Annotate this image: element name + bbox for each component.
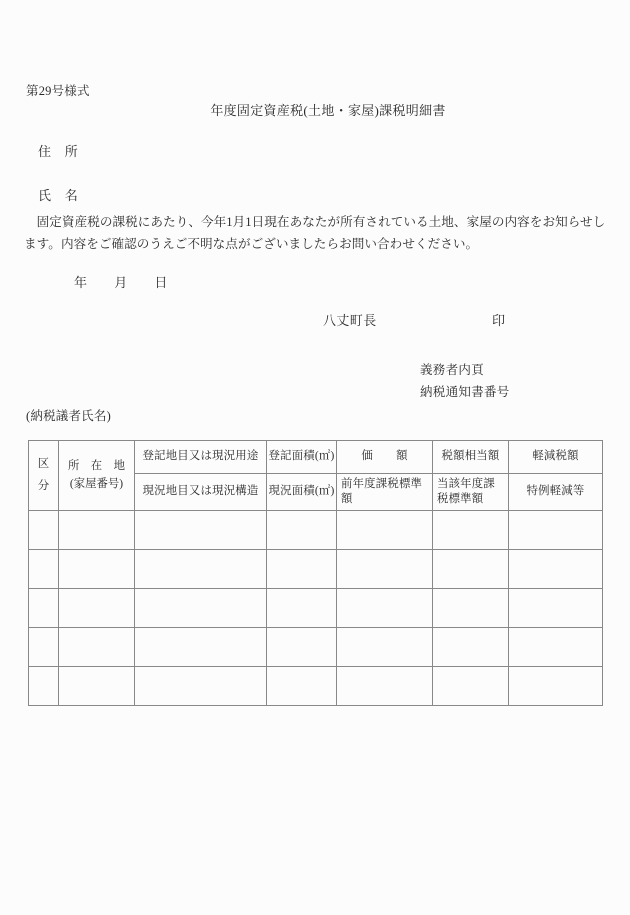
table-row <box>29 511 603 550</box>
page-title: 年度固定資産税(土地・家屋)課税明細書 <box>210 103 446 118</box>
cell-shozaichi[interactable] <box>59 511 135 550</box>
cell-keigen[interactable] <box>509 550 603 589</box>
cell-zeigaku[interactable] <box>433 511 509 550</box>
cell-shozaichi[interactable] <box>59 667 135 706</box>
subheader-cell-prev-year-base: 前年度課税標準額 <box>337 474 433 511</box>
cell-shozaichi[interactable] <box>59 550 135 589</box>
cell-keigen[interactable] <box>509 667 603 706</box>
cell-menseki[interactable] <box>267 628 337 667</box>
tax-detail-table <box>28 440 603 706</box>
cell-chimoku[interactable] <box>135 511 267 550</box>
subheader-cell-current-area: 現況面積(㎡) <box>267 474 337 511</box>
header-cell-reduction-amount: 軽減税額 <box>509 441 603 474</box>
cell-kubun[interactable] <box>29 589 59 628</box>
seal-icon: 印 <box>492 313 506 328</box>
table-row <box>29 589 603 628</box>
date-line: 年 月 日 <box>74 275 168 290</box>
subheader-cell-current-category: 現況地目又は現況構造 <box>135 474 267 511</box>
subheader-cell-current-year-base: 当該年度課税標準額 <box>433 474 509 511</box>
cell-keigen[interactable] <box>509 589 603 628</box>
cell-keigen[interactable] <box>509 628 603 667</box>
cell-kagaku[interactable] <box>337 589 433 628</box>
notice-number-label: 納税通知書番号 <box>420 384 510 399</box>
cell-menseki[interactable] <box>267 667 337 706</box>
cell-shozaichi[interactable] <box>59 589 135 628</box>
notice-paragraph-line-2: 内容をご確認のうえご不明な点がございましたらお問い合わせください。 <box>60 237 479 252</box>
cell-kagaku[interactable] <box>337 667 433 706</box>
table-row <box>29 667 603 706</box>
obligor-info <box>420 360 510 404</box>
cell-zeigaku[interactable] <box>433 589 509 628</box>
cell-menseki[interactable] <box>267 589 337 628</box>
cell-zeigaku[interactable] <box>433 667 509 706</box>
header-cell-location: 所 在 地 (家屋番号) <box>59 441 135 511</box>
cell-chimoku[interactable] <box>135 550 267 589</box>
cell-zeigaku[interactable] <box>433 628 509 667</box>
name-label: 氏 名 <box>38 188 79 203</box>
payer-name-caption: (納税議者氏名) <box>26 409 111 423</box>
cell-zeigaku[interactable] <box>433 550 509 589</box>
header-cell-registered-category: 登記地目又は現況用途 <box>135 441 267 474</box>
cell-menseki[interactable] <box>267 511 337 550</box>
cell-keigen[interactable] <box>509 511 603 550</box>
cell-kagaku[interactable] <box>337 628 433 667</box>
notice-paragraph-line-1: 固定資産税の課税にあたり、今年1月1日現在あなたが所有されている土地、家屋の内容をお知らせします。 <box>24 215 606 252</box>
cell-kubun[interactable] <box>29 511 59 550</box>
cell-kagaku[interactable] <box>337 511 433 550</box>
form-number: 第29号様式 <box>26 84 90 98</box>
table-row <box>29 550 603 589</box>
cell-kubun[interactable] <box>29 628 59 667</box>
cell-chimoku[interactable] <box>135 628 267 667</box>
cell-kubun[interactable] <box>29 550 59 589</box>
header-cell-tax-amount: 税額相当額 <box>433 441 509 474</box>
address-label: 住 所 <box>38 144 79 159</box>
header-cell-value: 価 額 <box>337 441 433 474</box>
notice-paragraph <box>24 211 610 255</box>
cell-chimoku[interactable] <box>135 589 267 628</box>
cell-chimoku[interactable] <box>135 667 267 706</box>
table-header-row <box>29 441 603 474</box>
cell-menseki[interactable] <box>267 550 337 589</box>
cell-shozaichi[interactable] <box>59 628 135 667</box>
header-cell-kubun: 区 分 <box>29 441 59 511</box>
subheader-cell-special-reduction: 特例軽減等 <box>509 474 603 511</box>
obligor-label: 義務者内頁 <box>420 363 485 377</box>
cell-kagaku[interactable] <box>337 550 433 589</box>
table-row <box>29 628 603 667</box>
issuer-name: 八丈町長 <box>323 313 377 328</box>
cell-kubun[interactable] <box>29 667 59 706</box>
header-cell-registered-area: 登記面積(㎡) <box>267 441 337 474</box>
